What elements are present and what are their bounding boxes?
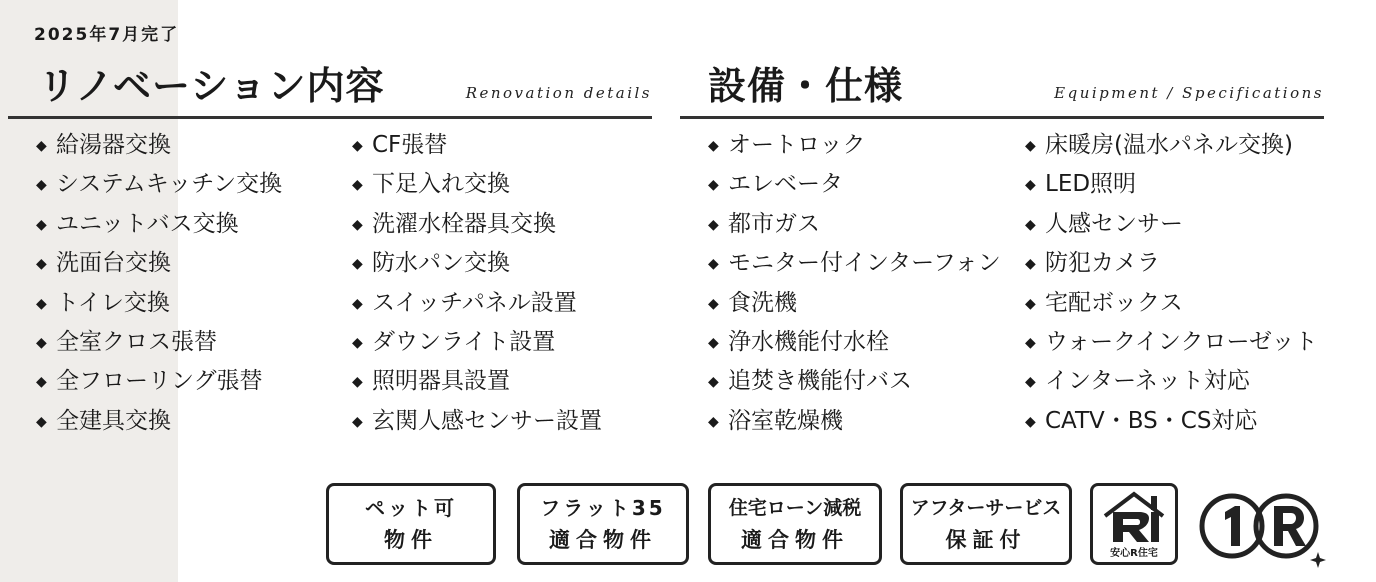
- diamond-bullet-icon: ◆: [36, 334, 47, 351]
- diamond-bullet-icon: ◆: [352, 295, 363, 312]
- diamond-bullet-icon: ◆: [708, 374, 719, 391]
- list-item: ◆ トイレ交換: [36, 284, 282, 323]
- list-item: ◆ 人感センサー: [1025, 205, 1318, 244]
- list-item: ◆ 床暖房(温水パネル交換): [1025, 126, 1318, 165]
- renovation-list-col1: [36, 126, 282, 441]
- list-item: ◆ 追焚き機能付バス: [708, 362, 1001, 401]
- diamond-bullet-icon: ◆: [352, 138, 363, 154]
- equipment-list-col2: [1025, 126, 1318, 441]
- diamond-bullet-icon: ◆: [352, 374, 363, 391]
- list-item: ◆ 照明器具設置: [352, 362, 602, 401]
- list-item: ◆ オートロック: [708, 126, 1001, 165]
- list-item: ◆ 全フローリング張替: [36, 362, 282, 401]
- diamond-bullet-icon: ◆: [708, 256, 719, 273]
- diamond-bullet-icon: ◆: [708, 177, 719, 194]
- equipment-subtitle: Equipment / Specifications: [1054, 84, 1324, 102]
- list-item: ◆ 全室クロス張替: [36, 323, 282, 362]
- house-r-icon: [1093, 488, 1175, 548]
- list-item: ◆ 洗面台交換: [36, 244, 282, 283]
- diamond-bullet-icon: ◆: [1025, 334, 1036, 351]
- list-item: ◆ システムキッチン交換: [36, 165, 282, 204]
- equipment-list-col1: [708, 126, 1001, 441]
- renovation-title: リノベーション内容: [38, 64, 385, 108]
- diamond-bullet-icon: ◆: [36, 138, 47, 154]
- diamond-bullet-icon: ◆: [352, 177, 363, 194]
- list-item: ◆ モニター付インターフォン: [708, 244, 1001, 283]
- diamond-bullet-icon: ◆: [708, 216, 719, 233]
- renovation-header: [8, 56, 652, 119]
- pet-allowed-badge: ペット可 物件: [326, 483, 496, 565]
- list-item: ◆ 給湯器交換: [36, 126, 282, 165]
- list-item: ◆ 宅配ボックス: [1025, 284, 1318, 323]
- diamond-bullet-icon: ◆: [1025, 177, 1036, 194]
- list-item: ◆ スイッチパネル設置: [352, 284, 602, 323]
- after-service-badge: アフターサービス 保証付: [900, 483, 1072, 565]
- list-item: ◆ 全建具交換: [36, 402, 282, 441]
- renovation-subtitle: Renovation details: [465, 84, 652, 102]
- diamond-bullet-icon: ◆: [1025, 256, 1036, 273]
- anshin-r-logo: [1090, 483, 1178, 565]
- list-item: ◆ 洗濯水栓器具交換: [352, 205, 602, 244]
- list-item: ◆ エレベータ: [708, 165, 1001, 204]
- diamond-bullet-icon: ◆: [36, 177, 47, 194]
- list-item: ◆ ダウンライト設置: [352, 323, 602, 362]
- diamond-bullet-icon: ◆: [36, 295, 47, 312]
- list-item: ◆ 食洗機: [708, 284, 1001, 323]
- list-item: ◆ 防犯カメラ: [1025, 244, 1318, 283]
- list-item: ◆ 浄水機能付水栓: [708, 323, 1001, 362]
- list-item: ◆ 都市ガス: [708, 205, 1001, 244]
- flat35-badge: フラット35 適合物件: [517, 483, 689, 565]
- diamond-bullet-icon: ◆: [1025, 374, 1036, 391]
- list-item: ◆ ユニットバス交換: [36, 205, 282, 244]
- list-item: ◆ ウォークインクローゼット: [1025, 323, 1318, 362]
- completion-date: 2025年7月完了: [34, 25, 180, 45]
- diamond-bullet-icon: ◆: [36, 256, 47, 273]
- equipment-header: [680, 56, 1324, 119]
- diamond-bullet-icon: ◆: [352, 216, 363, 233]
- mortgage-tax-badge: 住宅ローン減税 適合物件: [708, 483, 882, 565]
- diamond-bullet-icon: ◆: [708, 413, 719, 430]
- list-item: ◆ 下足入れ交換: [352, 165, 602, 204]
- list-item: ◆ 浴室乾燥機: [708, 402, 1001, 441]
- list-item: ◆ 防水パン交換: [352, 244, 602, 283]
- list-item: ◆ 玄関人感センサー設置: [352, 402, 602, 441]
- diamond-bullet-icon: ◆: [708, 334, 719, 351]
- diamond-bullet-icon: ◆: [708, 295, 719, 312]
- equipment-title: 設備・仕様: [708, 64, 904, 108]
- one-r-logo: [1192, 486, 1334, 570]
- diamond-bullet-icon: ◆: [1025, 413, 1036, 430]
- anshin-caption: 安心R住宅: [1110, 548, 1158, 559]
- diamond-bullet-icon: ◆: [1025, 295, 1036, 312]
- diamond-bullet-icon: ◆: [36, 374, 47, 391]
- diamond-bullet-icon: ◆: [708, 138, 719, 154]
- list-item: ◆ インターネット対応: [1025, 362, 1318, 401]
- diamond-bullet-icon: ◆: [1025, 138, 1036, 154]
- list-item: ◆ LED照明: [1025, 165, 1318, 204]
- list-item: ◆ CATV・BS・CS対応: [1025, 402, 1318, 441]
- diamond-bullet-icon: ◆: [352, 334, 363, 351]
- diamond-bullet-icon: ◆: [1025, 216, 1036, 233]
- list-item: ◆ CF張替: [352, 126, 602, 165]
- diamond-bullet-icon: ◆: [36, 216, 47, 233]
- renovation-list-col2: [352, 126, 602, 441]
- diamond-bullet-icon: ◆: [352, 413, 363, 430]
- diamond-bullet-icon: ◆: [36, 413, 47, 430]
- diamond-bullet-icon: ◆: [352, 256, 363, 273]
